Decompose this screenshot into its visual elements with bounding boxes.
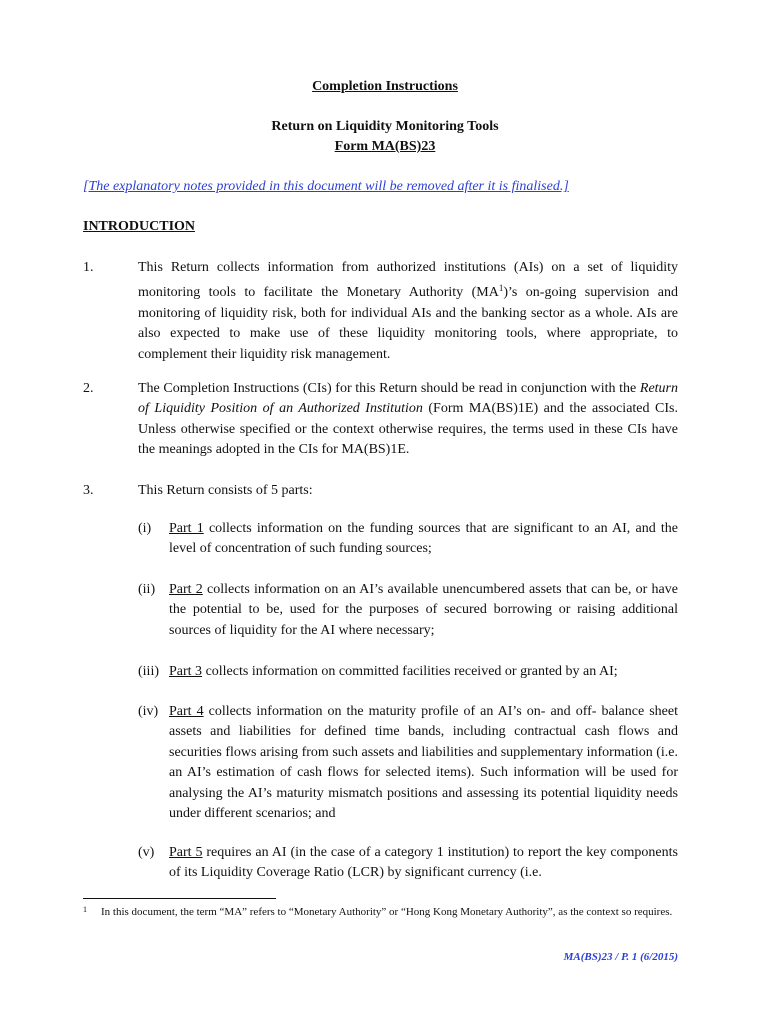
list-item-number: (i) — [138, 521, 152, 536]
footnote-ref[interactable]: 1 — [498, 283, 504, 294]
return-title: Return on Liquidity Monitoring Tools — [271, 119, 499, 134]
paragraph-text-part: The Completion Instructions (CIs) for this Return should be read in conjunction with the — [138, 381, 640, 396]
section-heading: INTRODUCTION — [83, 219, 196, 234]
list-item-text: collects information on the funding sources that are significant to an AI, and the level of concentration of such funding sources; — [169, 521, 678, 557]
paragraph-number: 1. — [83, 260, 94, 275]
footnote-number: 1 — [83, 905, 87, 914]
document-title: Completion Instructions — [312, 79, 458, 94]
list-item-text: requires an AI (in the case of a category 1 institution) to report the key components of its Liquidity Coverage Ratio (LCR) by significant currency (i.e. — [169, 845, 678, 881]
part-link[interactable]: Part 3 — [169, 664, 203, 679]
list-item — [138, 519, 678, 560]
paragraph-number: 3. — [83, 483, 94, 498]
footnote-divider — [83, 898, 276, 899]
list-item-number: (iii) — [138, 664, 159, 679]
paragraph-text-part: (Form MA(BS)1E) and the associated CIs. Unless otherwise specified or the context otherwise requires, the terms used in these CIs have the meanings adopted in the CIs for MA(BS)1E. — [138, 401, 678, 458]
list-item — [138, 662, 678, 682]
explanatory-note: [The explanatory notes provided in this document will be removed after it is finalised.] — [83, 179, 569, 194]
paragraph-text: This Return consists of 5 parts: — [138, 483, 313, 498]
list-item-text: collects information on the maturity profile of an AI’s on- and off- balance sheet assets and liabilities for defined time bands, including contractual cash flows and securities flows arising from such assets and liabilities and supplementary information (i.e. an AI’s estimation of cash flows for selected items). Such information will be used for analysing the AI’s maturity mismatch positions and assessing its potential liquidity needs under different scenarios; and — [169, 704, 678, 822]
paragraph-2 — [83, 379, 678, 461]
paragraph-number: 2. — [83, 381, 94, 396]
list-item-number: (v) — [138, 845, 155, 860]
part-link[interactable]: Part 2 — [169, 582, 203, 597]
paragraph-3 — [83, 481, 678, 501]
footnote — [83, 905, 678, 920]
paragraph-text-part: This Return collects information from authorized institutions (AIs) on a set of liquidity monitoring tools to facilitate the Monetary Authority (MA — [138, 260, 678, 301]
paragraph-text-part: )’s on-going supervision and monitoring of liquidity risk, both for individual AIs and the banking sector as a whole. AIs are also expected to make use of these liquidity monitoring tools, where appropriate, to complement their liquidity risk management. — [138, 285, 678, 362]
part-link[interactable]: Part 5 — [169, 845, 203, 860]
part-link[interactable]: Part 1 — [169, 521, 204, 536]
list-item-text: collects information on an AI’s available unencumbered assets that can be, or have the potential to be, used for the purposes of secured borrowing or raising additional sources of liquidity for the AI where necessary; — [169, 582, 678, 638]
paragraph-text — [138, 379, 678, 461]
page-footer: MA(BS)23 / P. 1 (6/2015) — [563, 951, 678, 963]
paragraph-text — [138, 258, 678, 365]
list-item — [138, 843, 678, 884]
part-link[interactable]: Part 4 — [169, 704, 204, 719]
list-item-number: (ii) — [138, 582, 156, 597]
list-item-number: (iv) — [138, 704, 159, 719]
footnote-text: In this document, the term “MA” refers to “Monetary Authority” or “Hong Kong Monetary Authority”, as the context so requires. — [101, 906, 673, 918]
list-item — [138, 580, 678, 641]
form-title: Form MA(BS)23 — [334, 139, 436, 154]
list-item — [138, 702, 678, 824]
return-reference: Return of Liquidity Position of an Authorized Institution — [138, 381, 678, 417]
paragraph-1 — [83, 258, 678, 365]
list-item-text: collects information on committed facilities received or granted by an AI; — [202, 664, 618, 679]
